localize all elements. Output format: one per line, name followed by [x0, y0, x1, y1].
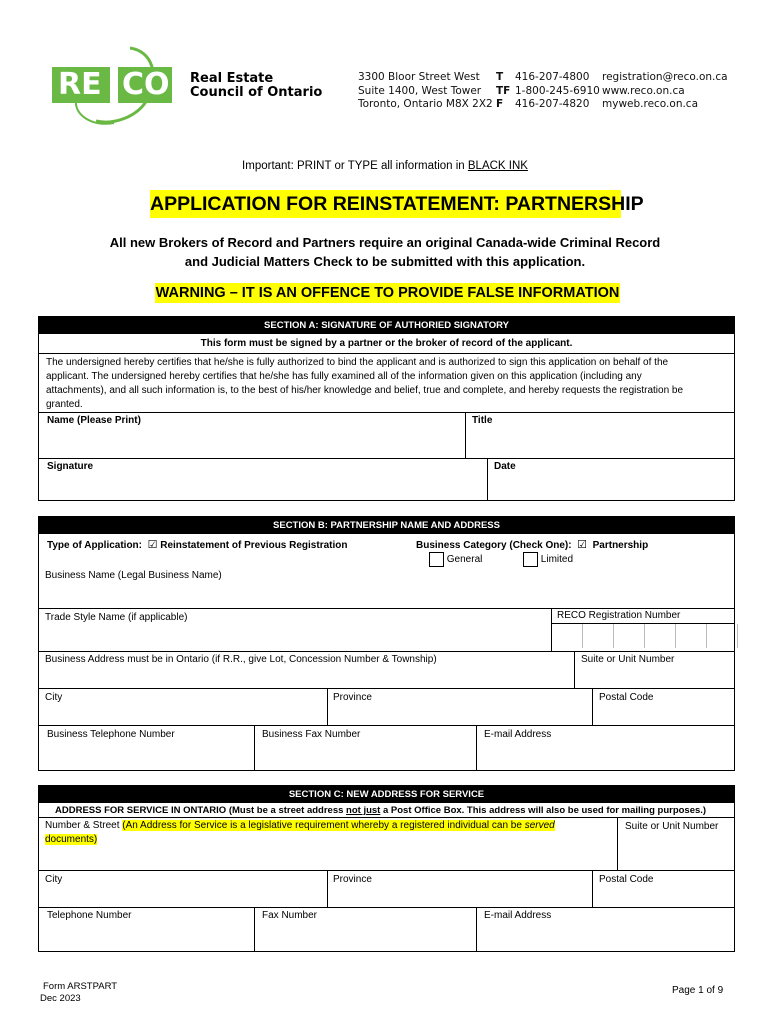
- general-label: General: [446, 554, 483, 566]
- form-number: Form ARSTPART: [43, 981, 118, 992]
- portal-link[interactable]: myweb.reco.on.ca: [602, 98, 699, 110]
- business-address-label: Business Address must be in Ontario (if R.R., give Lot, Concession Number & Township): [45, 654, 437, 665]
- page-title: APPLICATION FOR REINSTATEMENT: PARTNERSHIP: [150, 190, 621, 218]
- number-street-label: [45, 819, 625, 847]
- page-number: Page 1 of 9: [672, 985, 724, 996]
- logo-letters-left: RE: [58, 67, 102, 102]
- service-phone-field[interactable]: [39, 923, 254, 951]
- service-suite-field[interactable]: [618, 834, 734, 869]
- service-province-field[interactable]: [328, 886, 592, 906]
- org-name-line1: Real Estate: [190, 71, 274, 86]
- general-option[interactable]: [429, 552, 482, 567]
- business-fax-label: Business Fax Number: [262, 729, 361, 740]
- signature-field[interactable]: [39, 459, 486, 500]
- mailing-address: [358, 71, 493, 112]
- website-link[interactable]: www.reco.on.ca: [602, 84, 685, 97]
- notice-line1: All new Brokers of Record and Partners require an original Canada-wide Criminal Record: [109, 235, 661, 250]
- address-line: Suite 1400, West Tower: [358, 84, 482, 97]
- checked-box-icon[interactable]: ☑: [147, 539, 158, 551]
- section-a-header: SECTION A: SIGNATURE OF AUTHORIED SIGNATORY: [39, 317, 734, 334]
- date-label: Date: [494, 461, 516, 472]
- email-link[interactable]: registration@reco.on.ca: [602, 71, 728, 83]
- org-name-line2: Council of Ontario: [190, 85, 323, 100]
- business-phone-field[interactable]: [39, 742, 254, 770]
- phone-number: 1-800-245-6910: [515, 84, 600, 97]
- business-address-field[interactable]: [39, 667, 574, 687]
- business-fax-field[interactable]: [255, 742, 476, 770]
- application-type-value: Reinstatement of Previous Registration: [160, 540, 348, 551]
- divider: [39, 651, 734, 652]
- application-type-label: Type of Application:: [47, 540, 142, 551]
- business-name-label: Business Name (Legal Business Name): [45, 570, 222, 581]
- form-id: [40, 981, 117, 1005]
- service-province-label: Province: [333, 874, 372, 885]
- form-date: Dec 2023: [40, 993, 81, 1004]
- false-info-warning: WARNING – IT IS AN OFFENCE TO PROVIDE FALSE INFORMATION: [155, 285, 620, 301]
- trade-style-label: Trade Style Name (if applicable): [45, 612, 188, 623]
- section-b-header: SECTION B: PARTNERSHIP NAME AND ADDRESS: [39, 517, 734, 534]
- section-c-subheader: [55, 805, 706, 816]
- limited-label: Limited: [540, 554, 574, 566]
- logo-letters-right: CO: [122, 67, 170, 102]
- reco-registration-label: RECO Registration Number: [557, 610, 681, 621]
- business-category-value: Partnership: [592, 540, 649, 551]
- divider: [39, 817, 734, 818]
- limited-option[interactable]: [523, 552, 573, 567]
- email-field[interactable]: [477, 742, 734, 770]
- subheader-not-just: not just: [346, 805, 381, 816]
- business-category: [416, 538, 648, 551]
- subheader-part2: a Post Office Box. This address will also be used for mailing purposes.): [380, 805, 707, 816]
- divider: [39, 688, 734, 689]
- certification-line: granted.: [46, 399, 83, 410]
- reco-registration-field[interactable]: [552, 624, 738, 648]
- phone-number: 416-207-4800: [515, 71, 590, 83]
- suite-label: Suite or Unit Number: [581, 654, 675, 665]
- org-name: [190, 72, 322, 100]
- province-field[interactable]: [328, 705, 592, 725]
- divider: [39, 907, 734, 908]
- phone-label: TF: [496, 84, 511, 97]
- service-requirement-note: (An Address for Service is a legislative requirement whereby a registered individual can be: [122, 820, 525, 831]
- documents-text: documents): [45, 834, 98, 845]
- title-label: Title: [472, 415, 493, 426]
- service-postal-field[interactable]: [593, 886, 734, 906]
- address-line: Toronto, Ontario M8X 2X2: [358, 98, 493, 110]
- section-c-header: SECTION C: NEW ADDRESS FOR SERVICE: [39, 786, 734, 803]
- limited-checkbox[interactable]: [523, 552, 538, 567]
- criminal-check-notice: [0, 233, 770, 271]
- certification-line: The undersigned hereby certifies that he/she is fully authorized to bind the applicant and is authorized to sign this application on behalf of the: [46, 357, 669, 368]
- business-name-field[interactable]: [39, 582, 734, 608]
- notice-line2: and Judicial Matters Check to be submitted with this application.: [184, 254, 586, 269]
- general-checkbox[interactable]: [429, 552, 444, 567]
- phone-label: T: [496, 71, 504, 83]
- reco-logo: [52, 45, 172, 127]
- email-label: E-mail Address: [484, 729, 552, 740]
- checked-box-icon[interactable]: ☑: [577, 539, 588, 551]
- section-a-subheader: This form must be signed by a partner or the broker of record of the applicant.: [200, 338, 573, 349]
- black-ink-text: BLACK INK: [467, 160, 528, 172]
- phone-labels: [496, 71, 510, 112]
- number-street-field[interactable]: [39, 850, 617, 869]
- city-field[interactable]: [39, 705, 327, 725]
- business-phone-label: Business Telephone Number: [47, 729, 175, 740]
- service-fax-field[interactable]: [255, 923, 476, 951]
- service-city-field[interactable]: [39, 886, 327, 906]
- title-field[interactable]: [466, 413, 734, 458]
- province-label: Province: [333, 692, 372, 703]
- important-note: [0, 160, 770, 172]
- web-contacts: [602, 71, 728, 112]
- service-email-label: E-mail Address: [484, 910, 552, 921]
- divider: [39, 353, 734, 354]
- suite-field[interactable]: [575, 667, 734, 687]
- city-label: City: [45, 692, 63, 703]
- section-c: [38, 785, 735, 952]
- divider: [39, 725, 734, 726]
- certification-line: attachments), and all such information is, to the best of his/her knowledge and belief, true and complete, and hereby requests the registration be: [46, 385, 684, 396]
- subheader-part1: ADDRESS FOR SERVICE IN ONTARIO (Must be a street address: [55, 805, 347, 816]
- divider: [39, 608, 551, 609]
- certification-text: [46, 356, 731, 412]
- section-b: [38, 516, 735, 771]
- important-prefix: Important: PRINT or TYPE all information in: [242, 160, 468, 172]
- application-type: [47, 538, 347, 551]
- section-a: [38, 316, 735, 501]
- certification-line: applicant. The undersigned hereby certifies that he/she has fully examined all of the information given on this application (including any: [46, 371, 642, 382]
- trade-style-field[interactable]: [39, 625, 551, 651]
- postal-code-label: Postal Code: [599, 692, 654, 703]
- signature-label: Signature: [47, 461, 94, 472]
- business-category-label: Business Category (Check One):: [416, 540, 572, 551]
- phone-label: F: [496, 98, 504, 110]
- service-city-label: City: [45, 874, 63, 885]
- service-postal-label: Postal Code: [599, 874, 654, 885]
- service-fax-label: Fax Number: [262, 910, 318, 921]
- name-field[interactable]: [39, 413, 464, 458]
- divider: [39, 870, 734, 871]
- service-email-field[interactable]: [477, 923, 734, 951]
- name-label: Name (Please Print): [47, 415, 141, 426]
- address-line: 3300 Bloor Street West: [358, 71, 480, 83]
- date-field[interactable]: [488, 459, 734, 500]
- number-street-text: Number & Street: [45, 820, 120, 831]
- phone-numbers: [515, 71, 600, 112]
- service-suite-label: Suite or Unit Number: [625, 821, 719, 832]
- divider: [551, 608, 734, 609]
- phone-number: 416-207-4820: [515, 98, 590, 110]
- postal-code-field[interactable]: [593, 705, 734, 725]
- served-text: served: [524, 820, 555, 831]
- service-phone-label: Telephone Number: [47, 910, 132, 921]
